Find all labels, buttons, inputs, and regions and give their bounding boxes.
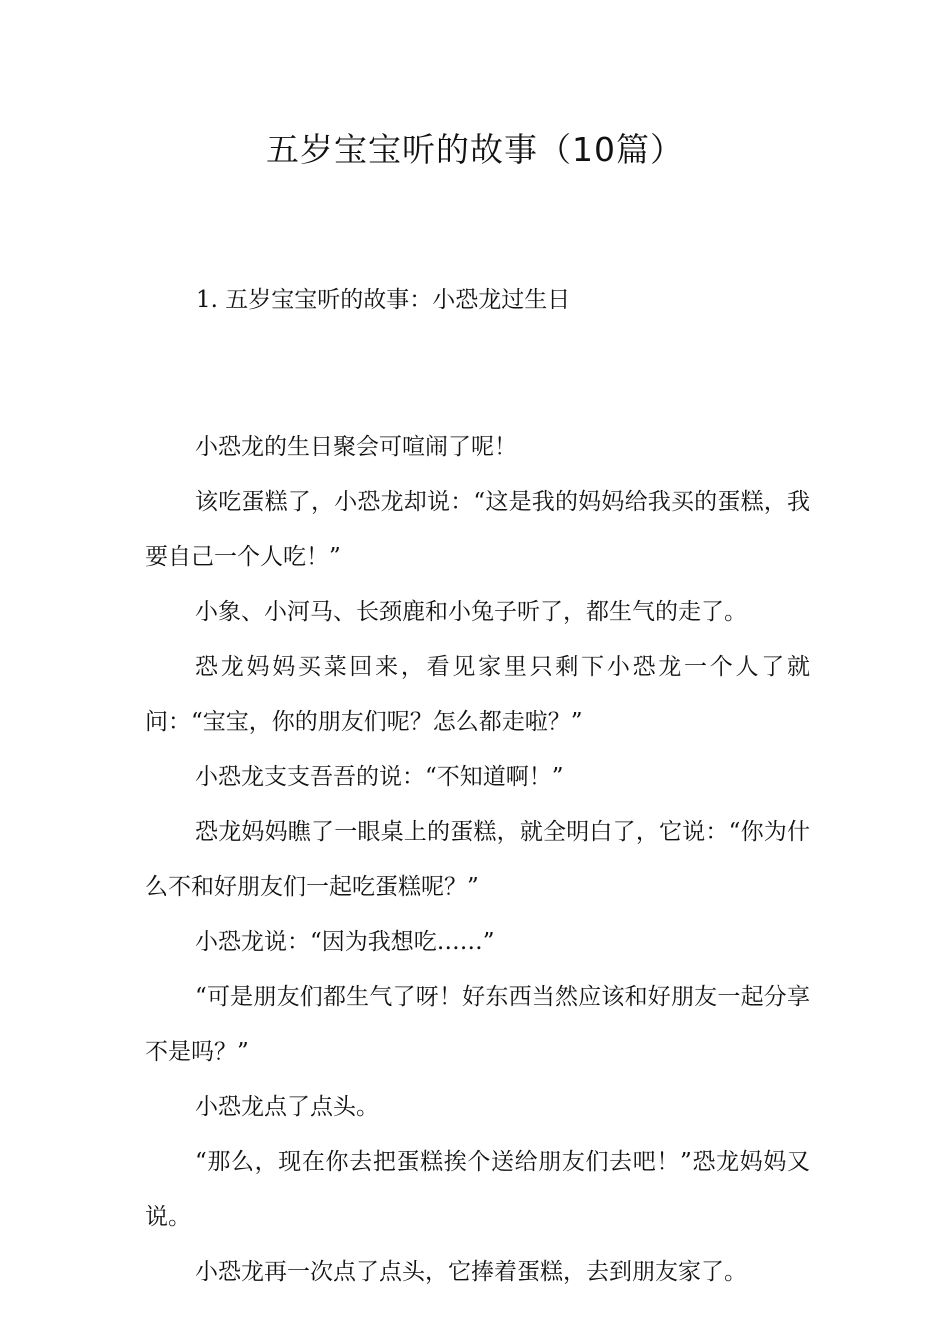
story-paragraph: 小恐龙的生日聚会可喧闹了呢！: [195, 434, 517, 460]
story-paragraph: 小恐龙再一次点了点头，它捧着蛋糕，去到朋友家了。: [195, 1259, 747, 1285]
story-body: [145, 420, 810, 1300]
section-heading: 1. 五岁宝宝听的故事：小恐龙过生日: [196, 287, 571, 313]
story-paragraph: 恐龙妈妈瞧了一眼桌上的蛋糕，就全明白了，它说：“你为什么不和好朋友们一起吃蛋糕呢？”: [145, 819, 810, 900]
story-paragraph: 小恐龙点了点头。: [195, 1094, 379, 1120]
story-paragraph: “可是朋友们都生气了呀！好东西当然应该和好朋友一起分享不是吗？”: [145, 984, 810, 1065]
story-paragraph: “那么，现在你去把蛋糕挨个送给朋友们去吧！”恐龙妈妈又说。: [145, 1149, 810, 1230]
document-title: 五岁宝宝听的故事（10篇）: [266, 130, 684, 169]
story-paragraph: 小恐龙支支吾吾的说：“不知道啊！”: [195, 764, 564, 790]
story-paragraph: 小恐龙说：“因为我想吃……”: [195, 929, 495, 955]
story-paragraph: 恐龙妈妈买菜回来，看见家里只剩下小恐龙一个人了就问：“宝宝，你的朋友们呢？怎么都走啦？”: [145, 654, 810, 735]
story-paragraph: 该吃蛋糕了，小恐龙却说：“这是我的妈妈给我买的蛋糕，我要自己一个人吃！”: [145, 489, 810, 570]
story-paragraph: 小象、小河马、长颈鹿和小兔子听了，都生气的走了。: [195, 599, 747, 625]
